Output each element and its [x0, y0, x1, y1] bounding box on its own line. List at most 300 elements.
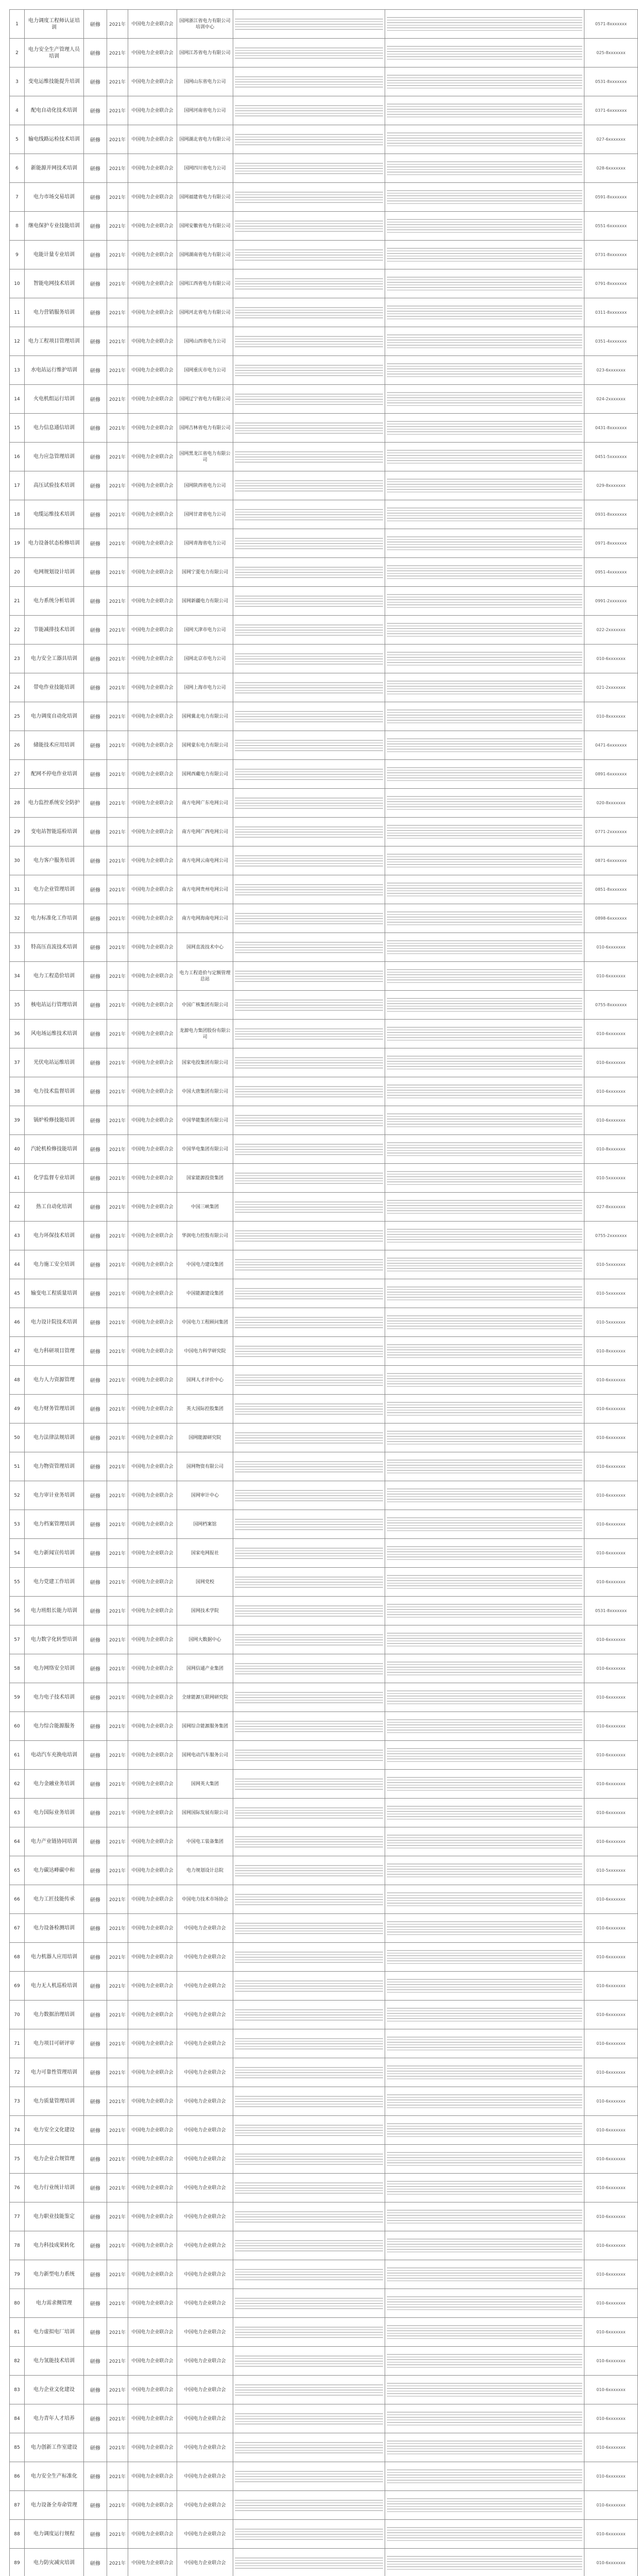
- program-name: 汽轮机检修技能培训: [31, 1146, 77, 1152]
- program-name: 输变电工程质量培训: [31, 1291, 77, 1296]
- organizer-cell: [128, 269, 177, 298]
- contact-phone-cell: [584, 1914, 638, 1943]
- row-number: 24: [14, 685, 20, 690]
- program-year-cell: [107, 2260, 128, 2289]
- program-year-cell: [107, 2347, 128, 2376]
- intro-text-lines: [235, 1834, 383, 1850]
- scope-text-lines: [387, 1486, 582, 1504]
- intro-text-lines: [235, 1286, 383, 1301]
- table-row: [10, 1020, 638, 1048]
- contact-phone: 010-6xxxxxxx: [596, 1493, 626, 1498]
- program-year: 2021年: [109, 541, 126, 547]
- row-number-cell: [10, 1423, 25, 1452]
- organizer-cell: [128, 673, 177, 702]
- contact-phone: 0591-8xxxxxxx: [595, 195, 627, 199]
- program-intro-cell: [233, 1481, 385, 1510]
- program-name: 电网规划设计培训: [33, 569, 75, 575]
- program-name-cell: [25, 1193, 84, 1222]
- row-number-cell: [10, 1597, 25, 1625]
- organizer-cell: [128, 1770, 177, 1799]
- contact-phone: 010-6xxxxxxx: [596, 2416, 626, 2421]
- program-type: 研修: [90, 138, 100, 143]
- program-name-cell: [25, 2058, 84, 2087]
- row-number: 73: [14, 2098, 20, 2104]
- program-name-cell: [25, 933, 84, 962]
- contact-phone-cell: [584, 818, 638, 846]
- program-name: 电力工程项目管理培训: [28, 338, 80, 344]
- program-year: 2021年: [109, 1926, 126, 1931]
- row-number-cell: [10, 1510, 25, 1539]
- program-year: 2021年: [109, 2099, 126, 2105]
- host-unit-cell: [177, 2491, 233, 2520]
- program-intro-cell: [233, 760, 385, 789]
- table-row: [10, 154, 638, 183]
- host-unit-cell: [177, 760, 233, 789]
- program-type: 研修: [90, 1436, 100, 1442]
- program-scope-cell: [385, 1741, 584, 1770]
- program-type-cell: [84, 818, 107, 846]
- program-intro-cell: [233, 125, 385, 154]
- intro-text-lines: [235, 392, 383, 407]
- organizer-cell: [128, 731, 177, 760]
- program-type: 研修: [90, 945, 100, 951]
- scope-text-lines: [387, 1573, 582, 1591]
- contact-phone-cell: [584, 2549, 638, 2576]
- program-scope-cell: [385, 1654, 584, 1683]
- program-name: 电力工匠技能传承: [33, 1896, 75, 1902]
- row-number: 31: [14, 887, 20, 892]
- contact-phone-cell: [584, 731, 638, 760]
- program-type: 研修: [90, 1782, 100, 1788]
- program-type-cell: [84, 1856, 107, 1885]
- program-intro-cell: [233, 1423, 385, 1452]
- program-name-cell: [25, 471, 84, 500]
- contact-phone-cell: [584, 2260, 638, 2289]
- contact-phone-cell: [584, 154, 638, 183]
- intro-text-lines: [235, 276, 383, 292]
- program-year-cell: [107, 1279, 128, 1308]
- intro-text-lines: [235, 1632, 383, 1648]
- program-type: 研修: [90, 1349, 100, 1355]
- contact-phone: 0931-8xxxxxxx: [595, 512, 627, 517]
- host-unit: 中国电力工程顾问集团: [181, 1319, 228, 1325]
- organizer: 中国电力企业联合会: [131, 1377, 174, 1383]
- program-type: 研修: [90, 1696, 100, 1701]
- program-name: 核电站运行管理培训: [31, 1002, 77, 1008]
- organizer: 中国电力企业联合会: [131, 2531, 174, 2537]
- intro-text-lines: [235, 2411, 383, 2427]
- organizer: 中国电力企业联合会: [131, 1983, 174, 1989]
- program-year: 2021年: [109, 945, 126, 951]
- program-scope-cell: [385, 2260, 584, 2289]
- program-type: 研修: [90, 1811, 100, 1817]
- program-type-cell: [84, 1077, 107, 1106]
- organizer: 中国电力企业联合会: [131, 1464, 174, 1469]
- program-year: 2021年: [109, 1753, 126, 1758]
- row-number-cell: [10, 1481, 25, 1510]
- program-scope-cell: [385, 846, 584, 875]
- program-type-cell: [84, 2549, 107, 2576]
- program-intro-cell: [233, 1712, 385, 1741]
- program-year-cell: [107, 1770, 128, 1799]
- program-year-cell: [107, 1712, 128, 1741]
- intro-text-lines: [235, 738, 383, 753]
- program-type: 研修: [90, 772, 100, 778]
- table-row: [10, 1395, 638, 1423]
- table-row: [10, 1885, 638, 1914]
- organizer-cell: [128, 500, 177, 529]
- program-year-cell: [107, 789, 128, 818]
- contact-phone: 010-6xxxxxxx: [596, 2532, 626, 2536]
- host-unit-cell: [177, 269, 233, 298]
- program-year: 2021年: [109, 1263, 126, 1268]
- intro-text-lines: [235, 536, 383, 551]
- program-type-cell: [84, 529, 107, 558]
- program-intro-cell: [233, 1625, 385, 1654]
- row-number: 85: [14, 2445, 20, 2450]
- program-name-cell: [25, 96, 84, 125]
- contact-phone-cell: [584, 125, 638, 154]
- program-scope-cell: [385, 2520, 584, 2549]
- host-unit: 中国能源建设集团: [186, 1291, 223, 1296]
- host-unit-cell: [177, 2289, 233, 2318]
- scope-text-lines: [387, 1313, 582, 1331]
- program-scope-cell: [385, 269, 584, 298]
- program-year-cell: [107, 1799, 128, 1827]
- organizer: 中国电力企业联合会: [131, 829, 174, 835]
- contact-phone-cell: [584, 1423, 638, 1452]
- host-unit: 英大国际控股集团: [186, 1406, 223, 1412]
- row-number-cell: [10, 298, 25, 327]
- row-number-cell: [10, 2347, 25, 2376]
- scope-text-lines: [387, 534, 582, 552]
- intro-text-lines: [235, 1228, 383, 1244]
- host-unit: 国网北京市电力公司: [184, 656, 226, 662]
- program-scope-cell: [385, 1683, 584, 1712]
- program-intro-cell: [233, 2058, 385, 2087]
- program-type: 研修: [90, 743, 100, 749]
- program-name: 电力机器人应用培训: [31, 1954, 77, 1960]
- program-name-cell: [25, 2116, 84, 2145]
- scope-text-lines: [387, 2179, 582, 2197]
- host-unit-cell: [177, 414, 233, 443]
- program-type: 研修: [90, 1955, 100, 1961]
- table-row: [10, 1539, 638, 1568]
- program-type-cell: [84, 1539, 107, 1568]
- contact-phone: 010-6xxxxxxx: [596, 1955, 626, 1959]
- organizer-cell: [128, 1799, 177, 1827]
- program-type-cell: [84, 1799, 107, 1827]
- program-year-cell: [107, 1943, 128, 1972]
- contact-phone-cell: [584, 2462, 638, 2491]
- program-type-cell: [84, 1308, 107, 1337]
- program-intro-cell: [233, 558, 385, 587]
- contact-phone: 0991-2xxxxxxx: [595, 599, 627, 603]
- host-unit: 国网湖北省电力有限公司: [179, 137, 231, 142]
- program-type: 研修: [90, 1753, 100, 1759]
- host-unit: 国网党校: [195, 1579, 214, 1585]
- host-unit-cell: [177, 2404, 233, 2433]
- row-number: 88: [14, 2531, 20, 2537]
- program-name: 电力创新工作室建设: [31, 2445, 77, 2450]
- organizer-cell: [128, 125, 177, 154]
- row-number: 87: [14, 2502, 20, 2508]
- program-name: 电力应急管理培训: [33, 454, 75, 460]
- program-year: 2021年: [109, 1032, 126, 1037]
- table-row: [10, 96, 638, 125]
- program-name: 电力综合能源服务: [33, 1723, 75, 1729]
- intro-text-lines: [235, 1315, 383, 1330]
- program-type-cell: [84, 2462, 107, 2491]
- program-year-cell: [107, 1020, 128, 1048]
- table-row: [10, 2231, 638, 2260]
- program-year-cell: [107, 212, 128, 241]
- intro-text-lines: [235, 1748, 383, 1763]
- program-name-cell: [25, 1423, 84, 1452]
- contact-phone: 010-6xxxxxxx: [596, 1782, 626, 1786]
- program-intro-cell: [233, 1222, 385, 1250]
- organizer-cell: [128, 2145, 177, 2174]
- intro-text-lines: [235, 2267, 383, 2282]
- program-type-cell: [84, 2145, 107, 2174]
- program-name-cell: [25, 702, 84, 731]
- program-name-cell: [25, 154, 84, 183]
- program-intro-cell: [233, 2029, 385, 2058]
- contact-phone: 0755-8xxxxxxx: [595, 1003, 627, 1007]
- row-number: 2: [15, 50, 19, 56]
- host-unit-cell: [177, 2520, 233, 2549]
- program-year: 2021年: [109, 599, 126, 604]
- contact-phone: 010-6xxxxxxx: [596, 2070, 626, 2075]
- scope-text-lines: [387, 130, 582, 148]
- organizer: 中国电力企业联合会: [131, 79, 174, 84]
- contact-phone-cell: [584, 1741, 638, 1770]
- program-scope-cell: [385, 2289, 584, 2318]
- host-unit-cell: [177, 904, 233, 933]
- program-type-cell: [84, 1366, 107, 1395]
- program-name-cell: [25, 1856, 84, 1885]
- intro-text-lines: [235, 2036, 383, 2052]
- intro-text-lines: [235, 1863, 383, 1878]
- program-intro-cell: [233, 529, 385, 558]
- scope-text-lines: [387, 1025, 582, 1043]
- contact-phone: 025-8xxxxxxx: [596, 50, 626, 55]
- row-number: 42: [14, 1204, 20, 1210]
- contact-phone-cell: [584, 904, 638, 933]
- program-name: 电力监控系统安全防护: [28, 800, 80, 806]
- row-number-cell: [10, 702, 25, 731]
- program-year: 2021年: [109, 1811, 126, 1816]
- contact-phone: 010-6xxxxxxx: [596, 2243, 626, 2248]
- program-year-cell: [107, 1827, 128, 1856]
- program-name: 电力企业管理培训: [33, 887, 75, 892]
- program-name: 配电自动化技术培训: [31, 108, 77, 113]
- program-scope-cell: [385, 1972, 584, 2001]
- scope-text-lines: [387, 1919, 582, 1937]
- organizer: 中国电力企业联合会: [131, 2185, 174, 2191]
- program-name: 电力施工安全培训: [33, 1262, 75, 1267]
- program-type-cell: [84, 10, 107, 39]
- row-number-cell: [10, 2029, 25, 2058]
- program-year: 2021年: [109, 1147, 126, 1153]
- row-number-cell: [10, 1222, 25, 1250]
- program-name: 电力营销服务培训: [33, 310, 75, 315]
- program-year: 2021年: [109, 570, 126, 575]
- contact-phone-cell: [584, 385, 638, 414]
- scope-text-lines: [387, 1082, 582, 1100]
- host-unit-cell: [177, 1048, 233, 1077]
- program-year-cell: [107, 760, 128, 789]
- program-scope-cell: [385, 1568, 584, 1597]
- program-scope-cell: [385, 2347, 584, 2376]
- scope-text-lines: [387, 823, 582, 841]
- organizer-cell: [128, 96, 177, 125]
- scope-text-lines: [387, 419, 582, 437]
- host-unit: 国网蒙东电力有限公司: [181, 742, 228, 748]
- contact-phone-cell: [584, 702, 638, 731]
- organizer-cell: [128, 2347, 177, 2376]
- program-year-cell: [107, 846, 128, 875]
- host-unit: 中国电力企业联合会: [184, 2531, 226, 2537]
- row-number-cell: [10, 991, 25, 1020]
- organizer: 中国电力企业联合会: [131, 1666, 174, 1671]
- program-name: 电力科技成果转化: [33, 2243, 75, 2248]
- program-scope-cell: [385, 2174, 584, 2202]
- contact-phone: 0531-8xxxxxxx: [595, 1608, 627, 1613]
- program-name: 水电站运行维护培训: [31, 367, 77, 373]
- row-number-cell: [10, 2116, 25, 2145]
- row-number-cell: [10, 2376, 25, 2404]
- program-year-cell: [107, 443, 128, 471]
- host-unit-cell: [177, 1539, 233, 1568]
- program-intro-cell: [233, 1510, 385, 1539]
- organizer: 中国电力企业联合会: [131, 1752, 174, 1758]
- program-year: 2021年: [109, 1667, 126, 1672]
- table-row: [10, 1625, 638, 1654]
- contact-phone: 010-5xxxxxxx: [596, 1262, 626, 1267]
- host-unit-cell: [177, 67, 233, 96]
- program-year: 2021年: [109, 1465, 126, 1470]
- host-unit: 中国电力企业联合会: [184, 2387, 226, 2393]
- contact-phone: 0531-8xxxxxxx: [595, 79, 627, 84]
- contact-phone-cell: [584, 2058, 638, 2087]
- organizer: 中国电力企业联合会: [131, 483, 174, 488]
- row-number: 26: [14, 742, 20, 748]
- intro-text-lines: [235, 565, 383, 580]
- contact-phone-cell: [584, 2174, 638, 2202]
- program-name-cell: [25, 1827, 84, 1856]
- host-unit-cell: [177, 1510, 233, 1539]
- program-intro-cell: [233, 2347, 385, 2376]
- program-year-cell: [107, 385, 128, 414]
- program-name: 光伏电站运维培训: [33, 1060, 75, 1065]
- host-unit: 国网宁夏电力有限公司: [181, 569, 228, 575]
- organizer-cell: [128, 212, 177, 241]
- organizer-cell: [128, 2029, 177, 2058]
- program-year: 2021年: [109, 2359, 126, 2364]
- contact-phone-cell: [584, 1106, 638, 1135]
- program-type-cell: [84, 67, 107, 96]
- row-number-cell: [10, 1943, 25, 1972]
- program-year: 2021年: [109, 2330, 126, 2335]
- document-page: [9, 9, 629, 2576]
- contact-phone-cell: [584, 1337, 638, 1366]
- organizer-cell: [128, 2260, 177, 2289]
- program-intro-cell: [233, 154, 385, 183]
- row-number: 48: [14, 1377, 20, 1383]
- row-number-cell: [10, 2231, 25, 2260]
- organizer: 中国电力企业联合会: [131, 2358, 174, 2364]
- program-year: 2021年: [109, 2071, 126, 2076]
- table-row: [10, 1943, 638, 1972]
- scope-text-lines: [387, 1977, 582, 1995]
- contact-phone-cell: [584, 67, 638, 96]
- row-number-cell: [10, 1539, 25, 1568]
- program-name-cell: [25, 2174, 84, 2202]
- program-year: 2021年: [109, 2128, 126, 2133]
- program-name: 电力新型电力系统: [33, 2272, 75, 2277]
- row-number-cell: [10, 1077, 25, 1106]
- organizer-cell: [128, 1943, 177, 1972]
- scope-text-lines: [387, 1284, 582, 1302]
- program-name: 电力科研项目管理: [33, 1348, 75, 1354]
- contact-phone: 010-6xxxxxxx: [596, 1089, 626, 1094]
- intro-text-lines: [235, 2151, 383, 2167]
- row-number-cell: [10, 818, 25, 846]
- organizer: 中国电力企业联合会: [131, 1146, 174, 1152]
- scope-text-lines: [387, 1631, 582, 1649]
- contact-phone-cell: [584, 500, 638, 529]
- row-number: 79: [14, 2272, 20, 2277]
- row-number: 1: [15, 21, 19, 27]
- program-year: 2021年: [109, 2417, 126, 2422]
- row-number-cell: [10, 1020, 25, 1048]
- contact-phone: 010-6xxxxxxx: [596, 1926, 626, 1930]
- program-type-cell: [84, 760, 107, 789]
- contact-phone-cell: [584, 645, 638, 673]
- program-type: 研修: [90, 1609, 100, 1615]
- program-intro-cell: [233, 1856, 385, 1885]
- program-name-cell: [25, 2145, 84, 2174]
- program-type-cell: [84, 1654, 107, 1683]
- row-number-cell: [10, 2145, 25, 2174]
- contact-phone: 010-6xxxxxxx: [596, 1695, 626, 1700]
- program-scope-cell: [385, 2433, 584, 2462]
- row-number: 53: [14, 1521, 20, 1527]
- program-intro-cell: [233, 471, 385, 500]
- row-number-cell: [10, 1366, 25, 1395]
- contact-phone: 0898-6xxxxxxx: [595, 916, 627, 921]
- host-unit: 中国电力企业联合会: [184, 1925, 226, 1931]
- table-row: [10, 2549, 638, 2576]
- host-unit: 中国电力企业联合会: [184, 2185, 226, 2191]
- row-number: 13: [14, 367, 20, 373]
- program-type: 研修: [90, 1234, 100, 1240]
- program-name-cell: [25, 1741, 84, 1770]
- program-name-cell: [25, 1885, 84, 1914]
- intro-text-lines: [235, 161, 383, 176]
- program-year: 2021年: [109, 917, 126, 922]
- program-scope-cell: [385, 2087, 584, 2116]
- contact-phone: 010-8xxxxxxx: [596, 1349, 626, 1353]
- table-row: [10, 673, 638, 702]
- row-number: 10: [14, 281, 20, 286]
- contact-phone: 0551-6xxxxxxx: [595, 224, 627, 228]
- program-type: 研修: [90, 426, 100, 432]
- table-row: [10, 1914, 638, 1943]
- row-number-cell: [10, 1799, 25, 1827]
- program-scope-cell: [385, 2404, 584, 2433]
